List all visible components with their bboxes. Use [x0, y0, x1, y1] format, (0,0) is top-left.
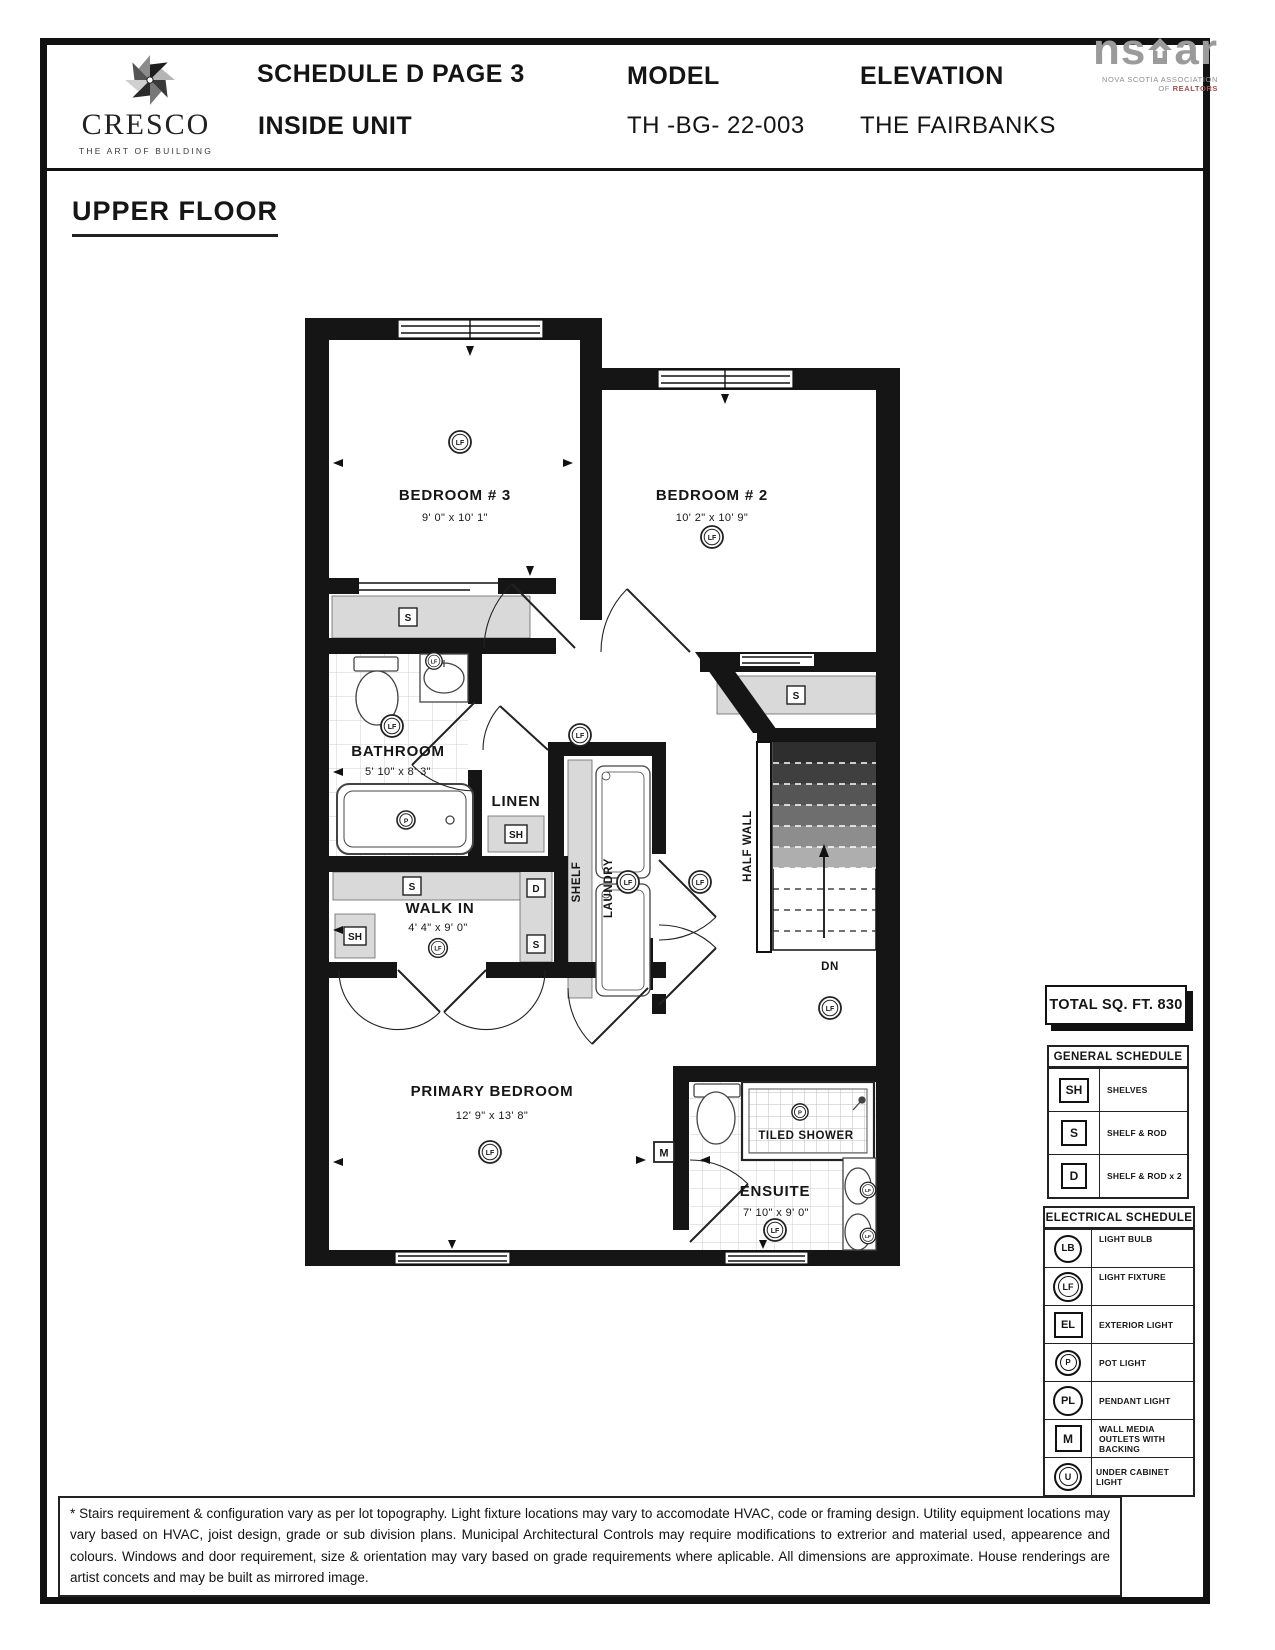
window-primary-bedroom: [395, 1252, 510, 1264]
electrical-schedule: [1043, 1206, 1195, 1497]
sh-tag: SH: [1059, 1078, 1089, 1103]
label-bedroom3: BEDROOM # 3: [398, 487, 512, 504]
schedule-row: PL PENDANT LIGHT: [1045, 1381, 1193, 1419]
elevation-label: ELEVATION: [860, 62, 1004, 90]
schedule-row: P POT LIGHT: [1045, 1343, 1193, 1381]
dims-primary-bedroom: 12' 9" x 13' 8": [455, 1110, 529, 1122]
total-sqft-badge: TOTAL SQ. FT. 830: [1045, 985, 1187, 1025]
dims-walk-in: 4' 4" x 9' 0": [408, 922, 468, 934]
schedule-row: U UNDER CABINET LIGHT: [1045, 1457, 1193, 1495]
dims-ensuite: 7' 10" x 9' 0": [743, 1207, 809, 1219]
label-ensuite: ENSUITE: [739, 1183, 811, 1200]
window-bedroom2: [658, 370, 793, 388]
nsar-text-left: ns: [1093, 25, 1147, 74]
label-linen: LINEN: [491, 793, 541, 810]
schedule-row: EL EXTERIOR LIGHT: [1045, 1305, 1193, 1343]
header-divider: [47, 168, 1203, 171]
schedule-row: D SHELF & ROD x 2: [1049, 1154, 1187, 1197]
p-symbol: P: [1055, 1350, 1081, 1376]
u-symbol: U: [1054, 1463, 1082, 1491]
d-tag: D: [1061, 1163, 1087, 1189]
nsar-subtitle-2: OF REALTORS: [1158, 84, 1218, 93]
schedule-title: SCHEDULE D PAGE 3: [257, 60, 525, 88]
window-ensuite: [725, 1252, 808, 1264]
disclaimer: * Stairs requirement & configuration vary as per lot topography. Light fixture locations may vary to accomodate HVAC, code or framing design. Utility equipment locations may vary based on HVAC, joist design, grade or sub division plans. Municipal Architectural Controls may require modifications to extrerior and material used, appearence and colours. Windows and door requirement, size & orientation may vary based on grade requirements where aplicable. All dimensions are approximate. House renderings are artist concets and may be built as mirrored image.: [58, 1496, 1122, 1597]
electrical-schedule-title: ELECTRICAL SCHEDULE: [1045, 1208, 1193, 1229]
el-symbol: EL: [1054, 1312, 1083, 1338]
door-linen: [483, 706, 548, 750]
tiled-shower: [742, 1082, 874, 1160]
dims-bedroom2: 10' 2" x 10' 9": [675, 512, 749, 524]
label-dn: DN: [821, 961, 839, 973]
doors-walk-in: [339, 970, 545, 1030]
schedule-row: LF LIGHT FIXTURE: [1045, 1267, 1193, 1305]
label-laundry: LAUNDRY: [603, 858, 615, 918]
general-schedule: [1047, 1045, 1189, 1199]
pl-symbol: PL: [1053, 1386, 1083, 1416]
s-tag: S: [1061, 1120, 1087, 1146]
m-symbol: M: [1055, 1425, 1082, 1452]
window-bedroom3: [398, 320, 543, 338]
floor-title: UPPER FLOOR: [72, 196, 278, 237]
nsar-subtitle: NOVA SCOTIA ASSOCIATION: [1101, 75, 1218, 84]
brand-tagline: THE ART OF BUILDING: [78, 146, 214, 156]
closet-track-bedroom3: [359, 583, 498, 590]
nsar-logo: [1058, 25, 1218, 93]
schedule-row: S SHELF & ROD: [1049, 1111, 1187, 1154]
general-schedule-title: GENERAL SCHEDULE: [1049, 1047, 1187, 1068]
label-bathroom: BATHROOM: [351, 743, 445, 760]
label-half-wall: HALF WALL: [742, 810, 754, 882]
half-wall: [757, 742, 771, 952]
schedule-row: LB LIGHT BULB: [1045, 1229, 1193, 1267]
brand-name: CRESCO: [81, 108, 211, 141]
lb-symbol: LB: [1054, 1235, 1082, 1263]
dims-bathroom: 5' 10" x 8' 3": [365, 766, 431, 778]
house-icon: [1148, 38, 1172, 66]
elevation-value: THE FAIRBANKS: [860, 112, 1056, 139]
schedule-row: SH SHELVES: [1049, 1068, 1187, 1111]
cresco-pinwheel-logo: [122, 52, 178, 108]
unit-type: INSIDE UNIT: [258, 112, 413, 140]
door-bedroom2: [601, 589, 690, 652]
label-walk-in: WALK IN: [405, 900, 475, 917]
label-shelf: SHELF: [571, 861, 583, 903]
label-tiled-shower: TILED SHOWER: [758, 1130, 854, 1142]
schedule-row: M WALL MEDIA OUTLETS WITH BACKING: [1045, 1419, 1193, 1457]
closet-track-bedroom2: [740, 654, 814, 666]
model-label: MODEL: [627, 62, 720, 90]
staircase: [757, 742, 876, 952]
label-bedroom2: BEDROOM # 2: [655, 487, 769, 504]
model-value: TH -BG- 22-003: [627, 112, 805, 139]
nsar-text-right: ar: [1174, 25, 1218, 74]
dims-bedroom3: 9' 0" x 10' 1": [422, 512, 488, 524]
floor-plan: [300, 310, 910, 1280]
lf-symbol: LF: [1053, 1272, 1083, 1302]
label-primary-bedroom: PRIMARY BEDROOM: [410, 1083, 574, 1100]
